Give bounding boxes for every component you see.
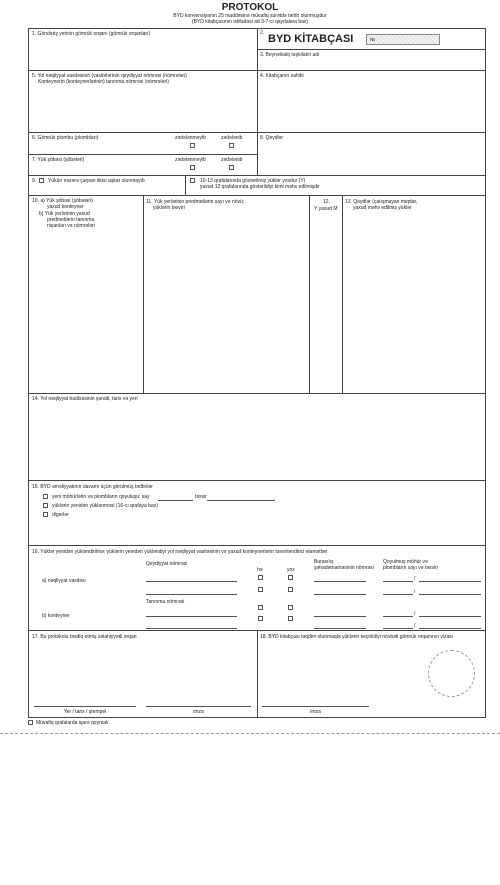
- cell-3-label: 3. Beynəlxalq təşkilatın adı: [260, 52, 320, 58]
- vehicle-no-checkbox-1[interactable]: [288, 575, 293, 580]
- seal-description-line[interactable]: [207, 500, 275, 501]
- cell-12-sublabel: Y yaxud M: [314, 206, 338, 212]
- place-date-label: Yer / tarix / ştempel: [63, 709, 107, 715]
- cell-9-checkbox[interactable]: [39, 178, 44, 183]
- booklet-number-field[interactable]: [366, 34, 440, 45]
- vehicle-label: a) nəqliyyat vasitəsi: [42, 578, 86, 584]
- vehicle-yes-checkbox-1[interactable]: [258, 575, 263, 580]
- form-subtitle-note: (BYD kitabçasının istifadəsi əd 3-7-ci qaydalara bax): [191, 19, 309, 25]
- cell-6-undamaged-label: zədələnməyib: [175, 135, 206, 141]
- yes-header: hə: [257, 567, 263, 573]
- vehicle-yes-checkbox-2[interactable]: [258, 587, 263, 592]
- container-id-line-1[interactable]: [146, 616, 237, 617]
- cell-6-damaged-label: zədələnib: [221, 135, 243, 141]
- cell-9-missing-text-2: yaxud 12 qrafalarında göstərildiyi kimi məhv edilmişdir: [200, 184, 320, 190]
- cell-11-sublabel: yüklərin təsviri: [153, 205, 185, 211]
- container-yes-checkbox-2[interactable]: [258, 616, 263, 621]
- cell-8-label: 8. Qeydlər: [260, 135, 284, 141]
- reload-checkbox[interactable]: [43, 503, 48, 508]
- container-seal-line-2b[interactable]: [419, 628, 481, 629]
- signature-line-18[interactable]: [262, 706, 369, 707]
- footer-note: Müvafiq qrafalarda işarə qoymalı: [36, 720, 109, 726]
- cell-10a-label: 10. a) Yük şöbəsi (şöbələri): [32, 198, 93, 204]
- vehicle-seal-line-2a[interactable]: [383, 594, 413, 595]
- signature-label-18: imza: [310, 709, 321, 715]
- form-title: PROTOKOL: [221, 2, 279, 13]
- cell-9-missing-checkbox[interactable]: [190, 178, 195, 183]
- container-yes-checkbox-1[interactable]: [258, 605, 263, 610]
- number-sign-label: №: [370, 37, 376, 43]
- cell-10b-label: b) Yük yerlərinin yaxud: [39, 211, 90, 217]
- cell-13-sublabel: yaxud məhv edilmiş yüklər: [353, 205, 412, 211]
- vehicle-cert-line-2[interactable]: [314, 594, 366, 595]
- vehicle-seal-line-1a[interactable]: [383, 581, 413, 582]
- slash: /: [414, 623, 416, 629]
- vehicle-reg-line-1[interactable]: [146, 581, 237, 582]
- cell-10a-sublabel: yaxud konteyner: [47, 204, 84, 210]
- slash: /: [414, 611, 416, 617]
- cell-15-label: 15. BYD əməliyyatının davamı üçün görülmüş tədbirlər: [32, 484, 153, 490]
- signature-label-17: imza: [193, 709, 204, 715]
- other-checkbox[interactable]: [43, 512, 48, 517]
- cell-7-undamaged-checkbox[interactable]: [190, 165, 195, 170]
- cell-18-label: 18. BYD kitabçası təqdim olunmaqla yüklərin keçirildiyi növbəti gömrük orqanının vizası: [260, 634, 454, 640]
- cell-7-undamaged-label: zədələnməyib: [175, 157, 206, 163]
- byd-booklet-title: BYD KİTABÇASI: [268, 33, 354, 45]
- cell-10b-sublabel: predmetlərin tanınma: [47, 217, 95, 223]
- container-seal-line-1a[interactable]: [383, 616, 413, 617]
- cell-9-text: Yükün nəzərə çarpan itkisi aşkar olunmayıb: [48, 178, 145, 184]
- identification-number-header: Tanınma nömrəsi: [146, 599, 185, 605]
- certificate-header-2: şəhadətnaməsinin nömrəsi: [314, 565, 374, 571]
- registration-number-header: Qeydiyyat nömrəsi: [146, 561, 188, 567]
- cell-6-undamaged-checkbox[interactable]: [190, 143, 195, 148]
- cell-12-label: 12.: [323, 199, 330, 205]
- new-seals-checkbox[interactable]: [43, 494, 48, 499]
- cell-16-label: 16. Yüklər yenidən yükləndirilmə: yüklərin yenidən yükləndiyi yol nəqliyyat vasitəsinin və yaxud konteynerlərin təsvirləndirici əlamətləri: [32, 549, 328, 555]
- vehicle-no-checkbox-2[interactable]: [288, 587, 293, 592]
- cell-5-label: 5. Yol nəqliyyat vasitəsinin (vasitələrinin qeydiyyat nömrəsi (nömrələri): [32, 73, 187, 79]
- form-subtitle: BYD konvensiyanın 25 maddəsinə müvafiq surətdə tərtib olunmuşdur: [173, 13, 327, 19]
- cell-7-label: 7. Yük şöbəsi (şöbələri): [32, 157, 85, 163]
- seals-header: Qoyulmuş möhür və: [383, 559, 428, 565]
- no-header: yox: [287, 567, 295, 573]
- cell-7-damaged-checkbox[interactable]: [229, 165, 234, 170]
- seal-count-line[interactable]: [158, 500, 193, 501]
- slash: /: [414, 589, 416, 595]
- vehicle-cert-line-1[interactable]: [314, 581, 366, 582]
- vehicle-seal-line-1b[interactable]: [419, 581, 481, 582]
- vehicle-reg-line-2[interactable]: [146, 594, 237, 595]
- stamp-placeholder: [428, 650, 475, 697]
- cell-17-label: 17. Bu protokolu təsdiq etmiş səlahiyyətli orqan: [32, 634, 137, 640]
- container-seal-line-2a[interactable]: [383, 628, 413, 629]
- perforation-line: [0, 733, 500, 734]
- cell-6-label: 6. Gömrük plombu (plombları): [32, 135, 99, 141]
- cell-5-sublabel: Konteynerin (konteynerlərinin) tanınma nömrəsi (nömrələri): [38, 79, 169, 85]
- container-no-checkbox-1[interactable]: [288, 605, 293, 610]
- cell-7-damaged-label: zədələnib: [221, 157, 243, 163]
- container-seal-line-1b[interactable]: [419, 616, 481, 617]
- seal-description-label: təsvir: [195, 494, 207, 500]
- footer-checkbox: [28, 720, 33, 725]
- cell-10b-sublabel-2: nişanları və nömrələri: [47, 223, 95, 229]
- vehicle-seal-line-2b[interactable]: [419, 594, 481, 595]
- slash: /: [414, 576, 416, 582]
- seals-header-2: plombların sayı və təsviri: [383, 565, 439, 571]
- cell-13-label: 13. Qeydlər (çatışmayan miqdar,: [345, 199, 418, 205]
- other-label: digərlər: [52, 512, 69, 518]
- reload-label: yüklərin yenidən yüklənməsi (16-cı qrafaya bax): [52, 503, 158, 509]
- cell-4-label: 4. Kitabçanın sahibi: [260, 73, 304, 79]
- cell-2-label: 2.: [260, 30, 265, 36]
- cell-14-label: 14. Yol nəqliyyat hadisəsinin şəraiti, tarix və yeri: [32, 396, 138, 402]
- cell-1-label: 1. Göndəriş yerinin gömrük orqanı (gömrük orqanları): [32, 31, 151, 37]
- signature-line-17[interactable]: [146, 706, 251, 707]
- container-cert-line-2[interactable]: [314, 628, 366, 629]
- cell-6-damaged-checkbox[interactable]: [229, 143, 234, 148]
- new-seals-label: yeni möhürlərin və plombların qoyuluşu: say: [52, 494, 150, 500]
- container-cert-line-1[interactable]: [314, 616, 366, 617]
- container-id-line-2[interactable]: [146, 628, 237, 629]
- certificate-header: Buraxılış: [314, 559, 334, 565]
- container-label: b) konteyner: [42, 613, 70, 619]
- container-no-checkbox-2[interactable]: [288, 616, 293, 621]
- cell-9-label: 9.: [32, 178, 37, 184]
- cell-11-label: 11. Yük yerlərinin predmetlərin sayı və növü;: [146, 199, 245, 205]
- cell-9-missing-text: 10-13 qrafalarında göstərilmiş yüklər yoxdur (Y): [200, 178, 306, 184]
- place-date-line[interactable]: [34, 706, 136, 707]
